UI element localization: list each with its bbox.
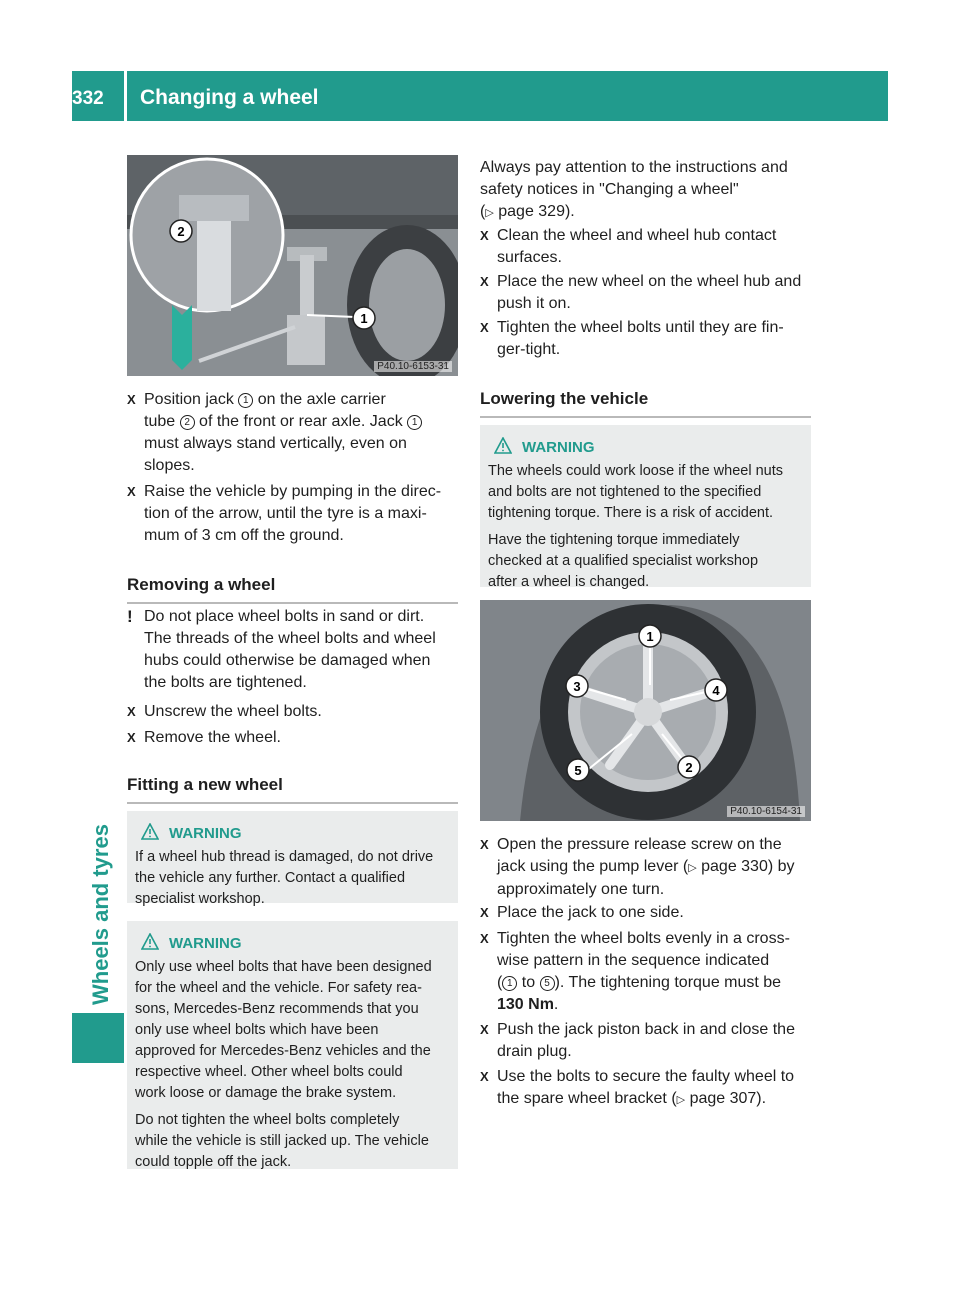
page-ref-arrow-icon: ▷ [688, 862, 697, 874]
warning-triangle-icon [141, 933, 159, 950]
note-bolts-sand: ! Do not place wheel bolts in sand or dirt. The threads of the wheel bolts and wheel hubs could otherwise be damaged when the bolts are tightened. [127, 607, 436, 691]
step-push-jack-piston: X Push the jack piston back in and close the drain plug. [480, 1021, 795, 1060]
svg-text:1: 1 [646, 629, 654, 644]
svg-text:5: 5 [574, 763, 582, 778]
step-position-jack: X Position jack 1 on the axle carrier tube 2 of the front or rear axle. Jack 1 must always stand vertically, even on slopes. [127, 389, 475, 477]
step-remove-wheel: X Remove the wheel. [127, 729, 281, 746]
warning-triangle-icon [141, 823, 159, 840]
step-raise-vehicle: X Raise the vehicle by pumping in the direc- tion of the arrow, until the tyre is a maxi- mum of 3 cm off the ground. [127, 483, 442, 544]
section-title-fitting: Fitting a new wheel [127, 775, 458, 804]
svg-text:2: 2 [177, 224, 185, 239]
page-number: 332 [72, 88, 104, 109]
step-unscrew-bolts: X Unscrew the wheel bolts. [127, 703, 322, 720]
step-secure-faulty-wheel: X Use the bolts to secure the faulty wheel to the spare wheel bracket (▷ page 307). [480, 1068, 795, 1107]
exclamation-icon: ! [127, 607, 133, 626]
intro-paragraph: Always pay attention to the instructions and safety notices in "Changing a wheel" (▷ page 329). [480, 159, 788, 220]
jack-figure [127, 155, 458, 376]
warning-box-hub-thread: WARNING If a wheel hub thread is damaged, do not drive the vehicle any further. Contact a qualified specialist workshop. [127, 811, 458, 903]
step-open-release-screw: X Open the pressure release screw on the jack using the pump lever (▷ page 330) by approximately one turn. [480, 836, 795, 898]
svg-text:3: 3 [573, 679, 581, 694]
figure-code: P40.10-6153-31 [374, 361, 452, 372]
page-ref-arrow-icon: ▷ [485, 207, 494, 219]
section-title-removing: Removing a wheel [127, 575, 458, 604]
torque-value: 130 Nm [497, 996, 554, 1013]
svg-text:4: 4 [712, 683, 720, 698]
callout-1-icon: 1 [502, 976, 517, 991]
step-finger-tight: X Tighten the wheel bolts until they are fin- ger-tight. [480, 319, 784, 358]
warning-triangle-icon [494, 437, 512, 454]
warning-box-wheels-loose: WARNING The wheels could work loose if the wheel nuts and bolts are not tightened to the specified tightening torque. There is a risk of accident. Have the tightening torque immediately checked at a qualified specialist workshop after a wheel is changed. [480, 425, 811, 587]
step-clean-wheel: X Clean the wheel and wheel hub contact surfaces. [480, 227, 777, 266]
wheel-illustration [480, 600, 811, 821]
wheel-bolt-figure [480, 600, 811, 821]
side-tab [74, 145, 124, 1145]
warning-box-wheel-bolts: WARNING Only use wheel bolts that have been designed for the wheel and the vehicle. For safety rea- sons, Mercedes-Benz recommends that you only use wheel bolts which have been approved for Mercedes-Benz vehicles and the respective wheel. Other wheel bolts could work loose or damage the brake system. Do not tighten the wheel bolts completely while the vehicle is still jacked up. The vehicle could topple off the jack. [127, 921, 458, 1169]
jack-illustration [127, 155, 458, 376]
callout-2-icon: 2 [180, 415, 195, 430]
step-tighten-crosswise: X Tighten the wheel bolts evenly in a cross- wise pattern in the sequence indicated ( 1 to 5 ). The tightening torque must be 130 Nm. [480, 930, 790, 1013]
side-tab-label: Wheels and tyres [88, 824, 113, 1005]
step-place-new-wheel: X Place the new wheel on the wheel hub and push it on. [480, 273, 802, 312]
callout-5-icon: 5 [540, 976, 555, 991]
page-title: Changing a wheel [140, 86, 319, 109]
side-tab-block [72, 1013, 124, 1063]
callout-1-icon: 1 [238, 393, 253, 408]
svg-text:1: 1 [360, 311, 368, 326]
figure-code: P40.10-6154-31 [727, 806, 805, 817]
callout-1-icon: 1 [407, 415, 422, 430]
svg-text:2: 2 [685, 760, 693, 775]
warning-heading: WARNING [169, 935, 242, 952]
warning-heading: WARNING [522, 439, 595, 456]
warning-heading: WARNING [169, 825, 242, 842]
step-place-jack-aside: X Place the jack to one side. [480, 904, 684, 921]
page-ref-arrow-icon: ▷ [676, 1094, 686, 1106]
section-title-lowering: Lowering the vehicle [480, 389, 811, 418]
